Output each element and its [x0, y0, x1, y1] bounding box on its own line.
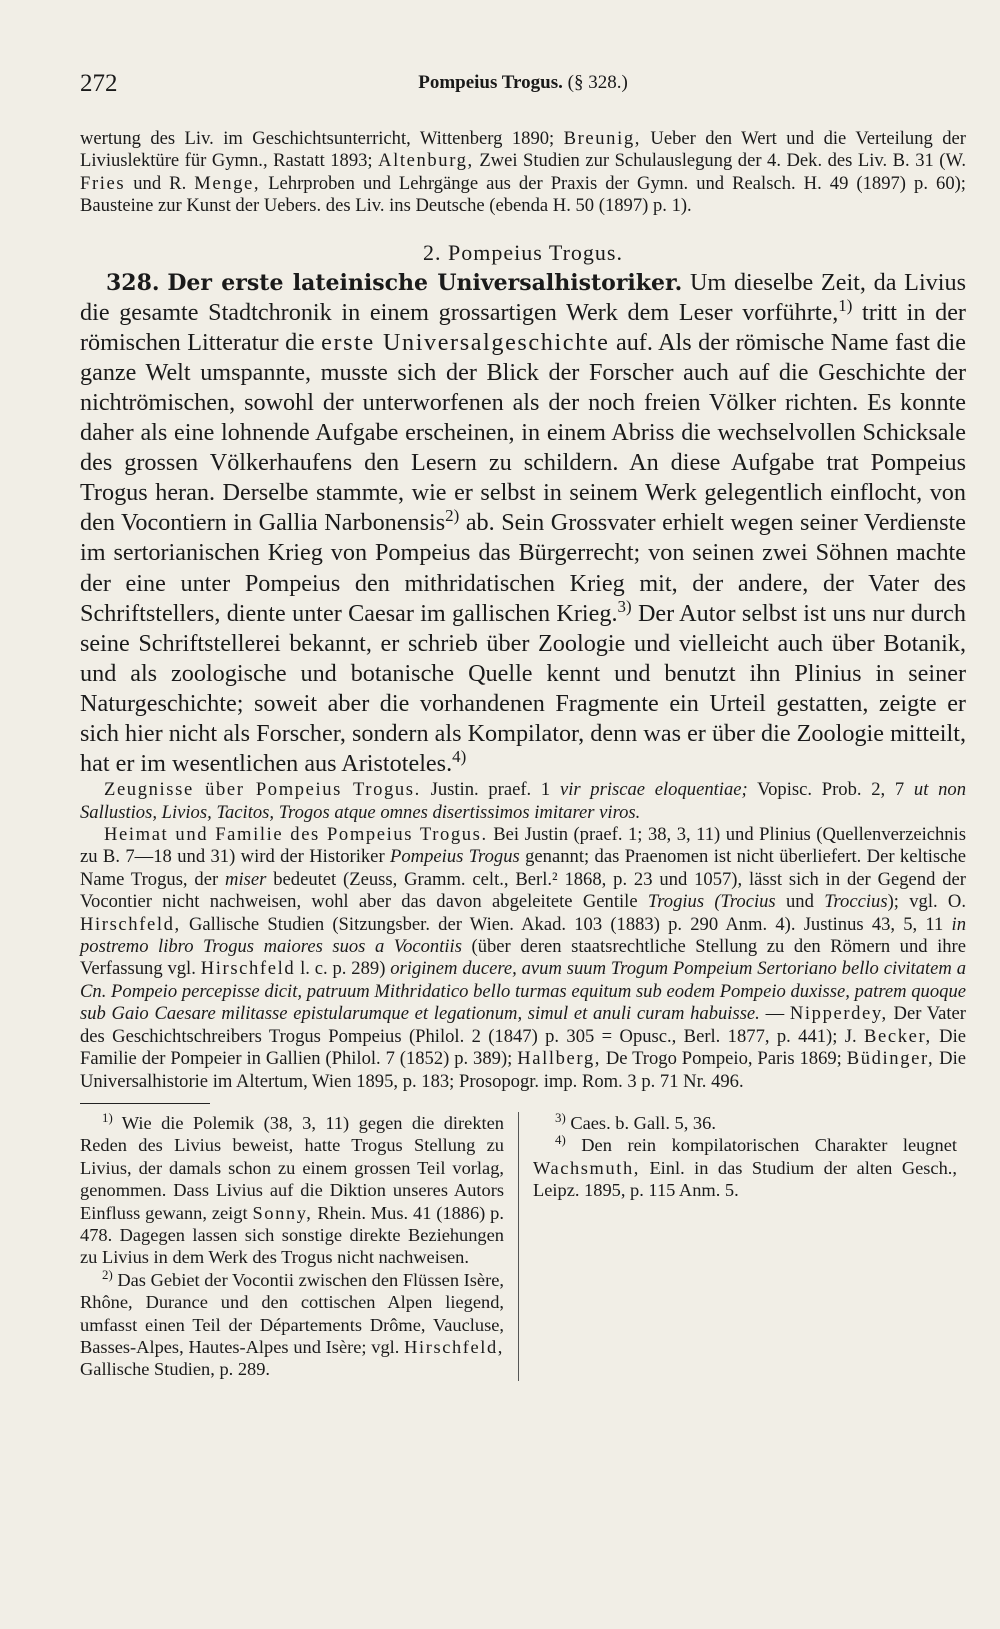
author-name: Altenburg,: [378, 150, 474, 172]
page-number: 272: [80, 70, 118, 97]
section-title: Der erste lateinische Universalhistoriker.: [167, 269, 683, 296]
bibliography-continuation: wertung des Liv. im Geschichtsunterricht, Wittenberg 1890; Breunig, Ueber den Wert und die Verteilung der Liviuslektüre für Gymn., Rastatt 1893; Altenburg, Zwei Studien zur Schulauslegung der 4. Dek. des Liv. B. 31 (W. Fries und R. Menge, Lehrproben und Lehrgänge aus der Praxis der Gymn. und Realsch. H. 49 (1897) p. 60); Bausteine zur Kunst der Uebers. des Liv. ins Deutsche (ebenda H. 50 (1897) p. 1).: [80, 128, 966, 217]
footnote-ref: 4): [452, 747, 467, 767]
footnote-ref: 3): [617, 596, 632, 616]
footnote-column-left: [80, 1112, 518, 1381]
footnote-4: $^{4)}$ Den rein kompilatorischen Charakter leugnet Wachsmuth, Einl. in das Studium der alten Gesch., Leipz. 1895, p. 115 Anm. 5.: [533, 1133, 957, 1201]
testimonia-paragraph: Zeugnisse über Pompeius Trogus. Justin. praef. 1 vir priscae eloquentiae; Vopisc. Prob. 2, 7 ut non Sallustios, Livios, Tacitos, Trogos atque omnes disertissimos imitarer viros.: [80, 779, 966, 823]
notes-block: [80, 779, 966, 1093]
footnote-column-right: [518, 1112, 957, 1381]
origin-heading: Heimat und Familie des Pompeius Trogus.: [104, 824, 488, 846]
running-head: [80, 70, 966, 106]
running-title-text: Pompeius Trogus.: [418, 72, 563, 93]
testimonia-heading: Zeugnisse über Pompeius Trogus.: [104, 779, 421, 801]
footnote-ref: 2): [445, 506, 460, 526]
emphasis-spaced: erste Universalgeschichte: [321, 328, 610, 356]
author-name: Breunig,: [563, 128, 641, 149]
footnotes: [80, 1112, 966, 1381]
footnote-rule: [80, 1103, 210, 1104]
section-number: 328.: [106, 269, 160, 296]
footnote-2-start: $^{2)}$ Das Gebiet der Vocontii zwischen den Flüssen Isère, Rhône, Durance und den cottischen Alpen liegend, umfasst einen Teil der Départements Drôme, Vaucluse, Basses-Alpes, Hautes-Alpes und Isère; vgl. Hirschfeld, Gallische Studien, p. 289.: [80, 1267, 504, 1380]
author-name: Menge,: [194, 172, 261, 194]
footnote-3: $^{3)}$ Caes. b. Gall. 5, 36.: [555, 1110, 716, 1133]
section-body: 328. Der erste lateinische Universalhistoriker. Um dieselbe Zeit, da Livius die gesamte Stadtchronik in einem grossartigen Werk dem Leser vorführte,$^{1)}$ tritt in der römischen Litteratur die erste Universalgeschichte auf. Als der römische Name fast die ganze Welt umspannte, musste sich der Blick der Forscher auch auf die Geschichte der nichtrömischen, sowohl der unterworfenen als der noch freien Völker richten. Es konnte daher als eine lohnende Aufgabe erscheinen, in einem Abriss die wechselvollen Schicksale des grossen Völkerhaufens den Lesern zu schildern. An diese Aufgabe trat Pompeius Trogus heran. Derselbe stammte, wie er selbst in seinem Werk gelegentlich einflocht, von den Vocontiern in Gallia Narbonensis$^{2)}$ ab. Sein Grossvater erhielt wegen seiner Verdienste im sertorianischen Krieg von Pompeius das Bürgerrecht; von seinen zwei Söhnen machte der eine unter Pompeius den mithridatischen Krieg mit, der andere, der Vater des Schriftstellers, diente unter Caesar im gallischen Krieg.$^{3)}$ Der Autor selbst ist uns nur durch seine Schriftstellerei bekannt, er schrieb über Zoologie und vielleicht auch über Botanik, und als zoologische und botanische Quelle kennt und benutzt ihn Plinius in seiner Naturgeschichte; soweit aber die vorhandenen Fragmente ein Urteil gestatten, zeigte er sich hier nicht als Forscher, sondern als Kompilator, denn was er über die Zoologie mitteilt, hat er im wesentlichen aus Aristoteles.$^{4)}$: [80, 268, 967, 778]
origin-paragraph: Heimat und Familie des Pompeius Trogus. Bei Justin (praef. 1; 38, 3, 11) und Plinius (Quellenverzeichnis zu B. 7—18 und 31) wird der Historiker Pompeius Trogus genannt; das Praenomen ist nicht überliefert. Der keltische Name Trogus, der miser bedeutet (Zeuss, Gramm. celt., Berl.² 1868, p. 23 und 1057), lässt sich in der Gegend der Vocontier nicht nachweisen, wohl aber das davon abgeleitete Gentile Trogius (Trocius und Troccius); vgl. O. Hirschfeld, Gallische Studien (Sitzungsber. der Wien. Akad. 103 (1883) p. 290 Anm. 4). Justinus 43, 5, 11 in postremo libro Trogus maiores suos a Vocontiis (über deren staatsrechtliche Stellung zu den Römern und ihre Verfassung vgl. Hirschfeld l. c. p. 289) originem ducere, avum suum Trogum Pompeium Sertoriano bello civitatem a Cn. Pompeio percepisse dicit, patruum Mithridatico bello turmas equitum sub eodem Pompeio duxisse, patrem quoque sub Gaio Caesare militasse epistularumque et legationum, simul et anuli curam habuisse. — Nipperdey, Der Vater des Geschichtschreibers Trogus Pompeius (Philol. 2 (1847) p. 305 = Opusc., Berl. 1877, p. 441); J. Becker, Die Familie der Pompeier in Gallien (Philol. 7 (1852) p. 389); Hallberg, De Trogo Pompeio, Paris 1869; Büdinger, Die Universalhistorie im Altertum, Wien 1895, p. 183; Prosopogr. imp. Rom. 3 p. 71 Nr. 496.: [80, 824, 967, 1092]
footnote-ref: 1): [838, 295, 853, 315]
running-section: (§ 328.): [567, 72, 628, 93]
chapter-heading: 2. Pompeius Trogus.: [423, 239, 623, 265]
footnote-1: $^{1)}$ Wie die Polemik (38, 3, 11) gegen die direkten Reden des Livius beweist, hatte Trogus Stellung zu Livius, der damals schon zu einem grossen Teil vorlag, genommen. Dass Livius auf die Diktion unseres Autors Einfluss gewann, zeigt Sonny, Rhein. Mus. 41 (1886) p. 478. Dagegen lassen sich sonstige direkte Beziehungen zu Livius in dem Werk des Trogus nicht nachweisen.: [80, 1110, 504, 1268]
running-title: [80, 72, 966, 94]
author-name: Fries: [80, 172, 126, 194]
